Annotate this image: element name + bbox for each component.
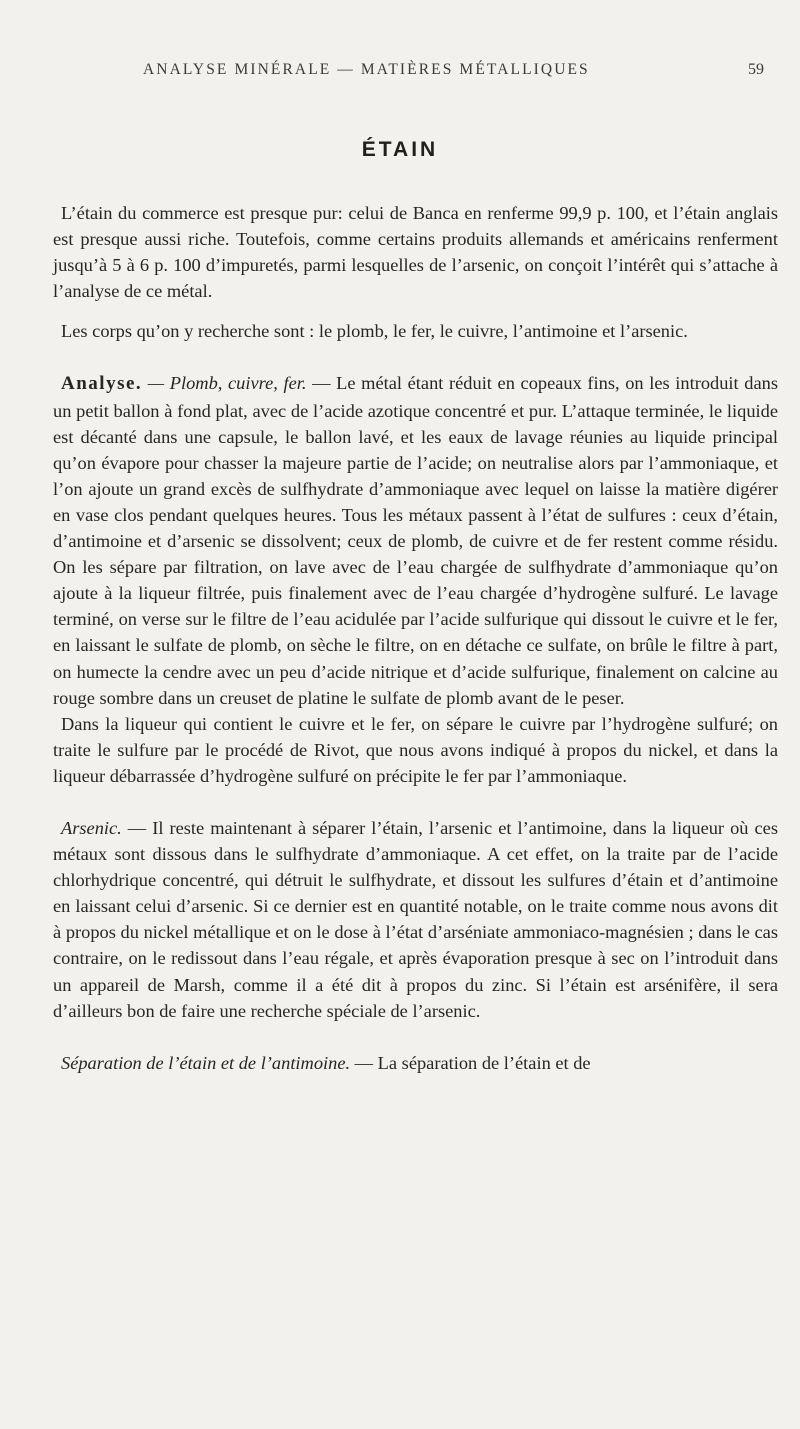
paragraph-intro: L’étain du commerce est presque pur: celui de Banca en renferme 99,9 p. 100, et l’étain anglais est presque aussi riche. Toutefois, comme certains produits allemands et américains renferment jusqu’à 5 à 6 p. 100 d’impuretés, parmi lesquelles de l’arsenic, on conçoit l’intérêt qui s’attache à l’analyse de ce métal. <box>53 203 778 302</box>
separation-text: — La séparation de l’étain et de <box>350 1052 591 1073</box>
section-title: ÉTAIN <box>361 138 439 161</box>
analyse-heading: Analyse. <box>61 373 143 395</box>
body-text <box>53 200 778 1076</box>
running-title: ANALYSE MINÉRALE — MATIÈRES MÉTALLIQUES <box>143 61 590 78</box>
paragraph-analyse <box>53 370 778 710</box>
arsenic-text: — Il reste maintenant à séparer l’étain, l’arsenic et l’antimoine, dans la liqueur où ces métaux sont dissous dans le sulfhydrate d’ammoniaque. A cet effet, on la traite par de l’acide chlorhydrique concentré, qui détruit le sulfhydrate, et dissout les sulfures d’étain et d’antimoine en laissant celui d’arsenic. Si ce dernier est en quantité notable, on le traite comme nous avons dit à propos du nickel métallique et on le dose à l’état d’arséniate ammoniaco-magnésien ; dans le cas contraire, on le redissout dans l’eau régale, et après évaporation presque à sec on l’introduit dans un appareil de Marsh, comme il a été dit à propos du zinc. Si l’étain est arsénifère, il sera d’ailleurs bon de faire une recherche spéciale de l’arsenic. <box>53 817 778 1021</box>
analyse-subheading: — Plomb, cuivre, fer. <box>142 373 307 394</box>
analyse-text: — Le métal étant réduit en copeaux fins, on les introduit dans un petit ballon à fond plat, avec de l’acide azotique concentré et pur. L’attaque terminée, le liquide est décanté dans une capsule, le ballon lavé, et les eaux de lavage réunies au liquide principal qu’on évapore pour chasser la majeure partie de l’acide; on neutralise alors par l’ammoniaque, et l’on ajoute un grand excès de sulfhydrate d’ammoniaque avec lequel on laisse la matière digérer en vase clos pendant quelques heures. Tous les métaux passent à l’état de sulfures : ceux d’étain, d’antimoine et d’arsenic se dissolvent; ceux de plomb, de cuivre et de fer restent comme résidu. On les sépare par filtration, on lave avec de l’eau chargée de sulfhydrate d’ammoniaque qu’on ajoute à la liqueur filtrée, puis finalement avec de l’eau chargée d’hydrogène sulfuré. Le lavage terminé, on verse sur le filtre de l’eau acidulée par l’acide sulfurique qui dissout le cuivre et le fer, en laissant le sulfate de plomb, on sèche le filtre, on en détache ce sulfate, on brûle le filtre à part, on humecte la cendre avec un peu d’acide nitrique et d’acide sulfurique, finalement on calcine au rouge sombre dans un creuset de platine le sulfate de plomb avant de le peser. <box>53 373 778 708</box>
paragraph-elements: Les corps qu’on y recherche sont : le plomb, le fer, le cuivre, l’antimoine et l’arsenic. <box>61 321 688 342</box>
arsenic-heading: Arsenic. <box>61 817 122 838</box>
separation-heading: Séparation de l’étain et de l’antimoine. <box>61 1052 351 1073</box>
page-number: 59 <box>748 61 764 78</box>
paragraph-arsenic <box>53 815 778 1024</box>
paragraph-separation <box>53 1050 778 1076</box>
running-head <box>0 61 800 83</box>
paragraph-copper-iron: Dans la liqueur qui contient le cuivre et le fer, on sépare le cuivre par l’hydrogène sulfuré; on traite le sulfure par le procédé de Rivot, que nous avons indiqué à propos du nickel, et dans la liqueur débarrassée d’hydrogène sulfuré on précipite le fer par l’ammoniaque. <box>53 713 778 786</box>
